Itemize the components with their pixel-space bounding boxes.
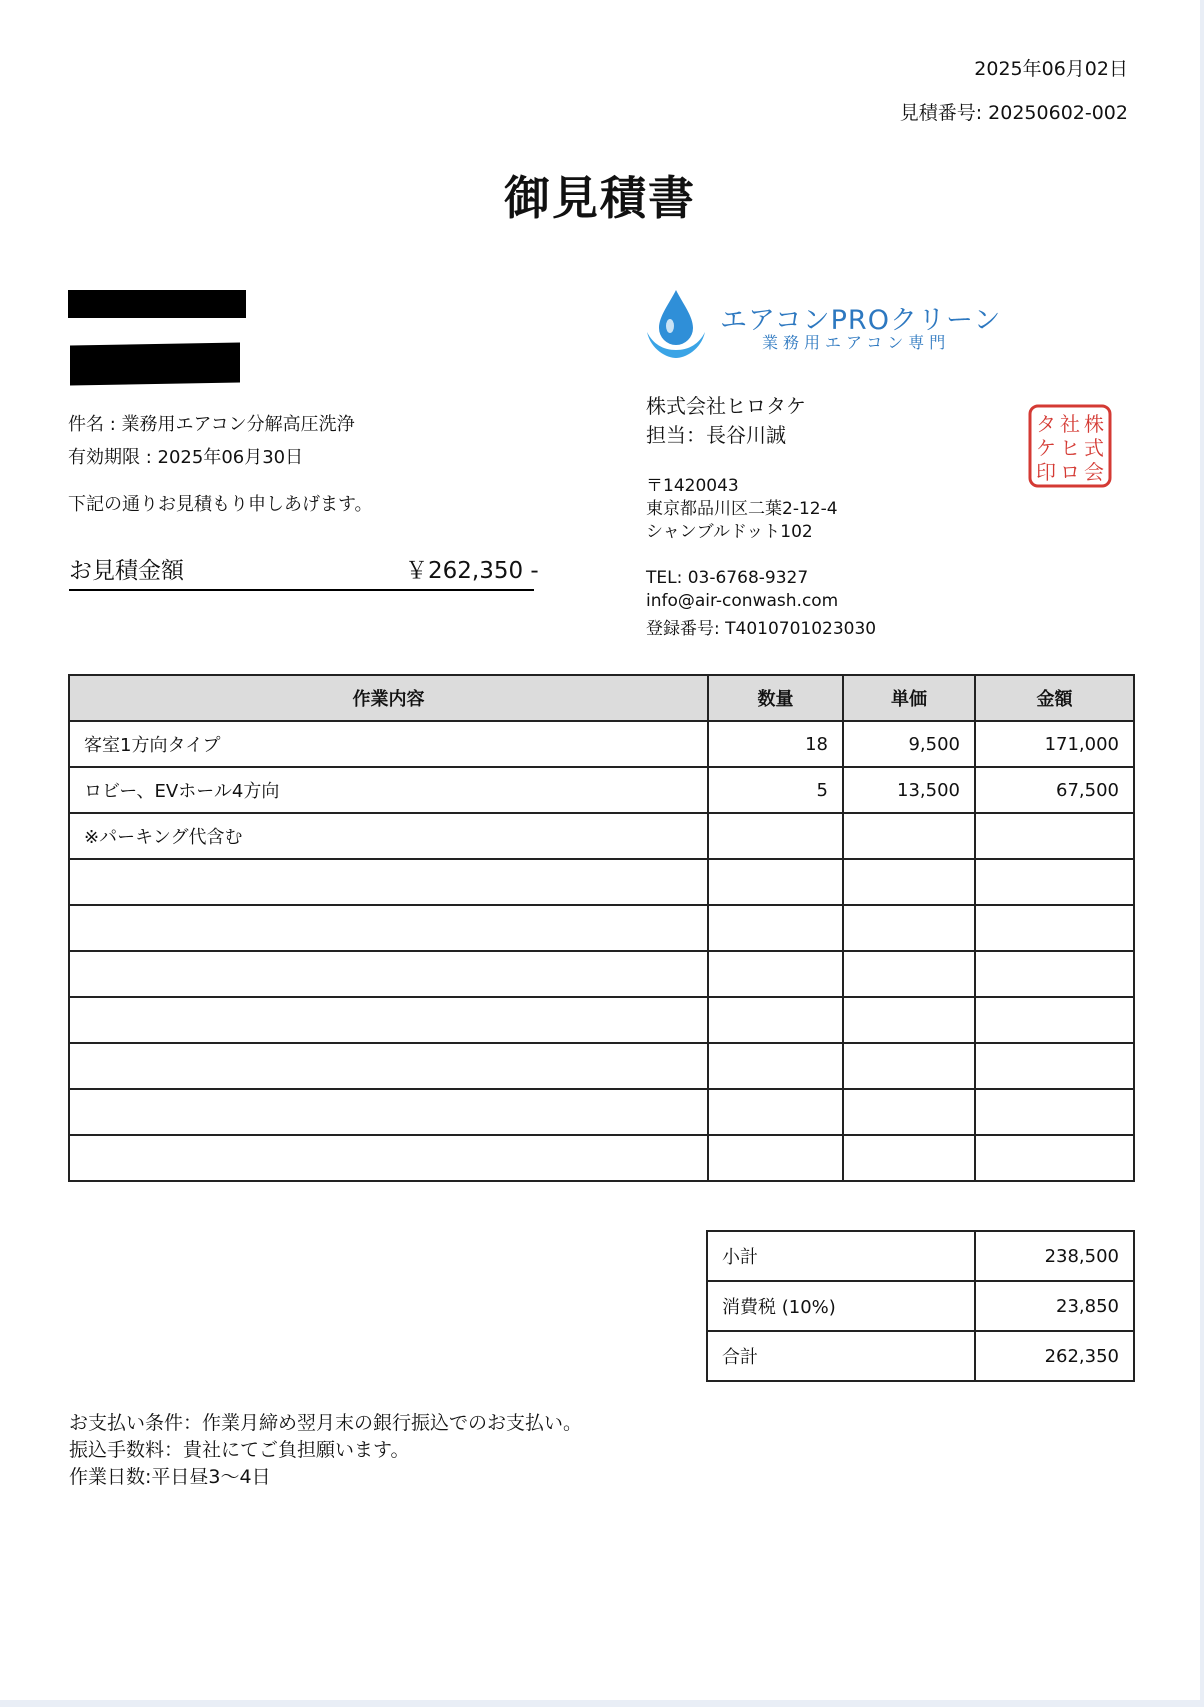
issuer-company: 株式会社ヒロタケ — [646, 394, 806, 418]
work-days-note: 作業日数:平日昼3〜4日 — [69, 1466, 271, 1488]
svg-text:会: 会 — [1084, 460, 1104, 484]
row-amount — [975, 905, 1134, 951]
svg-text:印: 印 — [1036, 460, 1056, 484]
header-quantity: 数量 — [708, 675, 843, 721]
row-amount — [975, 859, 1134, 905]
document-title: 御見積書 — [504, 171, 696, 225]
row-description — [69, 905, 708, 951]
table-row — [69, 1043, 1134, 1089]
total-value: 262,350 — [975, 1331, 1134, 1381]
intro-text: 下記の通りお見積もり申しあげます。 — [68, 494, 373, 515]
row-amount: 67,500 — [975, 767, 1134, 813]
table-row — [69, 905, 1134, 951]
table-row — [69, 813, 1134, 859]
svg-text:タ: タ — [1036, 412, 1056, 436]
row-description — [69, 1089, 708, 1135]
row-amount — [975, 997, 1134, 1043]
items-table — [68, 674, 1135, 1182]
subtotal-row — [707, 1231, 1134, 1281]
row-unit-price — [843, 997, 975, 1043]
quote-number: 見積番号: 20250602-002 — [899, 102, 1128, 124]
tax-value: 23,850 — [975, 1281, 1134, 1331]
header-description: 作業内容 — [69, 675, 708, 721]
header-amount: 金額 — [975, 675, 1134, 721]
table-row — [69, 767, 1134, 813]
table-row — [69, 1135, 1134, 1181]
table-row — [69, 951, 1134, 997]
quote-amount-value: ￥262,350 - — [405, 558, 539, 584]
issuer-contact: 担当：長谷川誠 — [646, 423, 786, 447]
tax-label: 消費税 (10%) — [707, 1281, 975, 1331]
row-description — [69, 859, 708, 905]
subject-line: 件名 : 業務用エアコン分解高圧洗浄 — [68, 414, 355, 435]
svg-text:ロ: ロ — [1060, 460, 1080, 484]
valid-until: 有効期限 : 2025年06月30日 — [68, 447, 304, 468]
row-amount — [975, 1043, 1134, 1089]
svg-text:ケ: ケ — [1036, 436, 1056, 460]
table-row — [69, 721, 1134, 767]
quote-amount-label: お見積金額 — [69, 558, 184, 584]
row-unit-price — [843, 859, 975, 905]
row-unit-price: 13,500 — [843, 767, 975, 813]
redacted-customer-company — [68, 290, 246, 318]
row-unit-price — [843, 1089, 975, 1135]
total-row — [707, 1331, 1134, 1381]
company-seal-stamp — [1028, 404, 1112, 488]
row-unit-price — [843, 1135, 975, 1181]
issuer-email: info@air-conwash.com — [646, 591, 839, 611]
row-quantity — [708, 1089, 843, 1135]
svg-text:社: 社 — [1060, 412, 1080, 436]
redacted-customer-name — [70, 343, 240, 386]
issuer-postal: 〒1420043 — [646, 476, 739, 496]
issuer-registration: 登録番号: T4010701023030 — [646, 619, 877, 639]
transfer-fee-note: 振込手数料：貴社にてご負担願います。 — [69, 1439, 410, 1461]
issuer-address2: シャンブルドット102 — [646, 522, 813, 542]
row-quantity — [708, 997, 843, 1043]
totals-table — [706, 1230, 1135, 1382]
subtotal-label: 小計 — [707, 1231, 975, 1281]
row-amount: 171,000 — [975, 721, 1134, 767]
row-amount — [975, 813, 1134, 859]
water-drop-logo-icon — [645, 288, 707, 360]
subtotal-value: 238,500 — [975, 1231, 1134, 1281]
row-description: ロビー、EVホール4方向 — [69, 767, 708, 813]
table-row — [69, 859, 1134, 905]
logo-name: エアコンPROクリーン — [720, 305, 1002, 336]
amount-underline — [69, 589, 534, 591]
row-quantity: 18 — [708, 721, 843, 767]
row-quantity — [708, 1135, 843, 1181]
row-description: ※パーキング代含む — [69, 813, 708, 859]
table-row — [69, 997, 1134, 1043]
row-amount — [975, 1089, 1134, 1135]
row-amount — [975, 951, 1134, 997]
payment-terms: お支払い条件：作業月締め翌月末の銀行振込でのお支払い。 — [69, 1412, 583, 1434]
table-header-row — [69, 675, 1134, 721]
tax-row — [707, 1281, 1134, 1331]
row-quantity — [708, 859, 843, 905]
table-row — [69, 1089, 1134, 1135]
row-unit-price — [843, 905, 975, 951]
issue-date: 2025年06月02日 — [974, 58, 1128, 80]
header-unit-price: 単価 — [843, 675, 975, 721]
row-description: 客室1方向タイプ — [69, 721, 708, 767]
row-quantity — [708, 905, 843, 951]
issuer-tel: TEL: 03-6768-9327 — [646, 568, 809, 588]
row-unit-price — [843, 1043, 975, 1089]
row-unit-price — [843, 813, 975, 859]
row-quantity: 5 — [708, 767, 843, 813]
row-description — [69, 1135, 708, 1181]
issuer-address1: 東京都品川区二葉2-12-4 — [646, 499, 838, 519]
row-quantity — [708, 1043, 843, 1089]
row-quantity — [708, 813, 843, 859]
row-quantity — [708, 951, 843, 997]
row-description — [69, 997, 708, 1043]
row-unit-price: 9,500 — [843, 721, 975, 767]
total-label: 合計 — [707, 1331, 975, 1381]
svg-text:式: 式 — [1084, 436, 1104, 460]
svg-text:ヒ: ヒ — [1060, 436, 1080, 460]
row-amount — [975, 1135, 1134, 1181]
row-unit-price — [843, 951, 975, 997]
row-description — [69, 1043, 708, 1089]
svg-text:株: 株 — [1084, 412, 1104, 436]
logo-tagline: 業務用エアコン専門 — [762, 333, 951, 352]
row-description — [69, 951, 708, 997]
